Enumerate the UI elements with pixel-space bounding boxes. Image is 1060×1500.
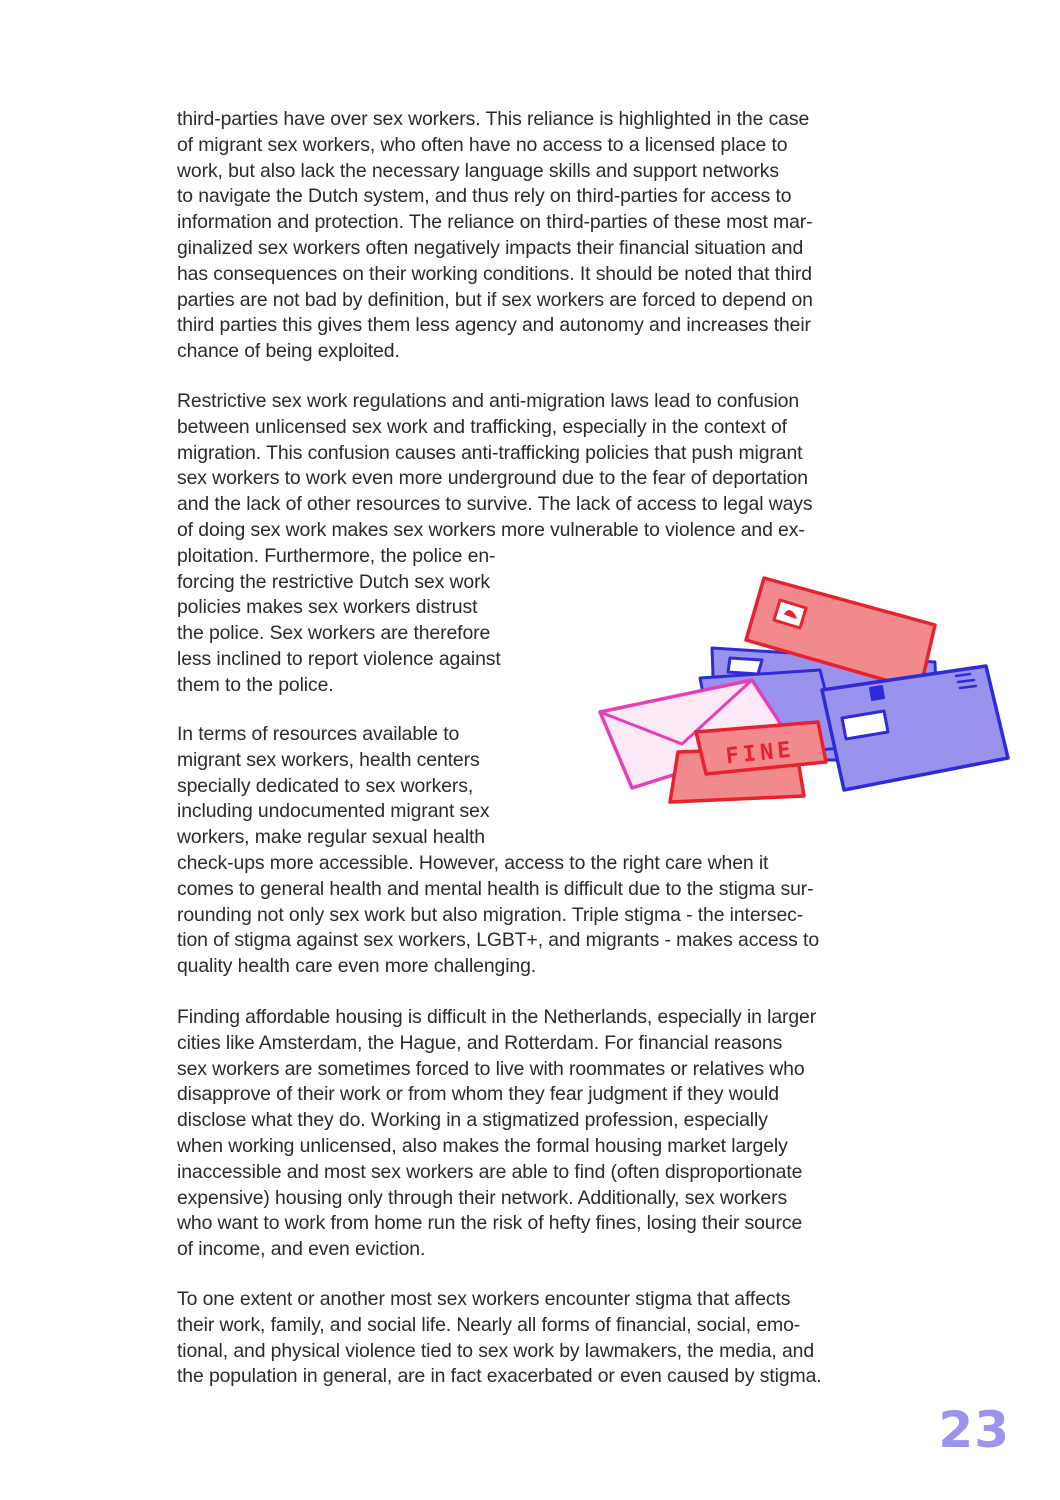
text-line: less inclined to report violence against	[177, 647, 501, 670]
text-line: policies makes sex workers distrust	[177, 596, 478, 619]
text-line: of income, and even eviction.	[177, 1238, 426, 1261]
text-line: sex workers are sometimes forced to live with roommates or relatives who	[177, 1057, 805, 1080]
envelopes-fine-illustration	[590, 570, 1020, 840]
text-line: migrant sex workers, health centers	[177, 748, 480, 771]
text-line: work, but also lack the necessary language skills and support networks	[177, 159, 779, 182]
text-line: who want to work from home run the risk of hefty fines, losing their source	[177, 1212, 803, 1235]
text-line: quality health care even more challenging.	[177, 955, 537, 978]
text-line: disclose what they do. Working in a stigmatized profession, especially	[177, 1109, 768, 1132]
page-number: 23	[938, 1401, 1010, 1459]
text-line: parties are not bad by definition, but if sex workers are forced to depend on	[177, 288, 813, 311]
fine-ticket-label: FINE	[724, 737, 796, 770]
text-line: tional, and physical violence tied to sex work by lawmakers, the media, and	[177, 1339, 815, 1362]
text-line: expensive) housing only through their network. Additionally, sex workers	[177, 1186, 788, 1209]
text-line: chance of being exploited.	[177, 340, 400, 363]
paragraph-housing	[177, 1005, 889, 1263]
text-line: the police. Sex workers are therefore	[177, 622, 491, 645]
text-line: inaccessible and most sex workers are able to find (often disproportionate	[177, 1160, 803, 1183]
text-line: specially dedicated to sex workers,	[177, 774, 474, 797]
text-line: migration. This confusion causes anti-trafficking policies that push migrant	[177, 441, 803, 464]
text-line: Restrictive sex work regulations and anti-migration laws lead to confusion	[177, 390, 800, 412]
paragraph-stigma	[177, 1287, 889, 1390]
text-line: between unlicensed sex work and trafficking, especially in the context of	[177, 415, 787, 438]
text-line: their work, family, and social life. Nearly all forms of financial, social, emo-	[177, 1313, 801, 1336]
text-line: third parties this gives them less agency and autonomy and increases their	[177, 314, 811, 337]
text-line: third-parties have over sex workers. This reliance is highlighted in the case	[177, 108, 810, 130]
text-line: tion of stigma against sex workers, LGBT+, and migrants - makes access to	[177, 929, 820, 952]
text-line: workers, make regular sexual health	[177, 826, 485, 849]
text-line: sex workers to work even more underground due to the fear of deportation	[177, 467, 808, 490]
text-line: rounding not only sex work but also migration. Triple stigma - the intersec-	[177, 903, 804, 926]
text-line: comes to general health and mental health is difficult due to the stigma sur-	[177, 877, 814, 900]
text-line: forcing the restrictive Dutch sex work	[177, 570, 491, 593]
text-line: when working unlicensed, also makes the formal housing market largely	[177, 1134, 788, 1157]
text-line: of migrant sex workers, who often have no access to a licensed place to	[177, 133, 788, 156]
text-line: ginalized sex workers often negatively impacts their financial situation and	[177, 236, 804, 259]
text-line: has consequences on their working conditions. It should be noted that third	[177, 262, 812, 285]
text-line: In terms of resources available to	[177, 723, 460, 745]
text-line: To one extent or another most sex workers encounter stigma that affects	[177, 1288, 791, 1310]
text-line: cities like Amsterdam, the Hague, and Rotterdam. For financial reasons	[177, 1031, 783, 1054]
text-line: including undocumented migrant sex	[177, 800, 490, 823]
blue-envelope-clip-icon	[870, 686, 884, 700]
text-line: of doing sex work makes sex workers more vulnerable to violence and ex-	[177, 518, 805, 541]
back-blue-envelope-window-icon	[728, 658, 762, 674]
text-line: disapprove of their work or from whom they fear judgment if they would	[177, 1083, 779, 1106]
text-line: Finding affordable housing is difficult in the Netherlands, especially in larger	[177, 1006, 817, 1028]
text-line: check-ups more accessible. However, access to the right care when it	[177, 851, 769, 874]
text-line: information and protection. The reliance on third-parties of these most mar-	[177, 211, 813, 234]
text-line: them to the police.	[177, 673, 334, 696]
paragraph-third-parties	[177, 107, 889, 365]
text-line: and the lack of other resources to survive. The lack of access to legal ways	[177, 493, 813, 516]
text-line: ploitation. Furthermore, the police en-	[177, 544, 496, 567]
text-line: to navigate the Dutch system, and thus rely on third-parties for access to	[177, 185, 792, 208]
text-line: the population in general, are in fact exacerbated or even caused by stigma.	[177, 1365, 822, 1388]
